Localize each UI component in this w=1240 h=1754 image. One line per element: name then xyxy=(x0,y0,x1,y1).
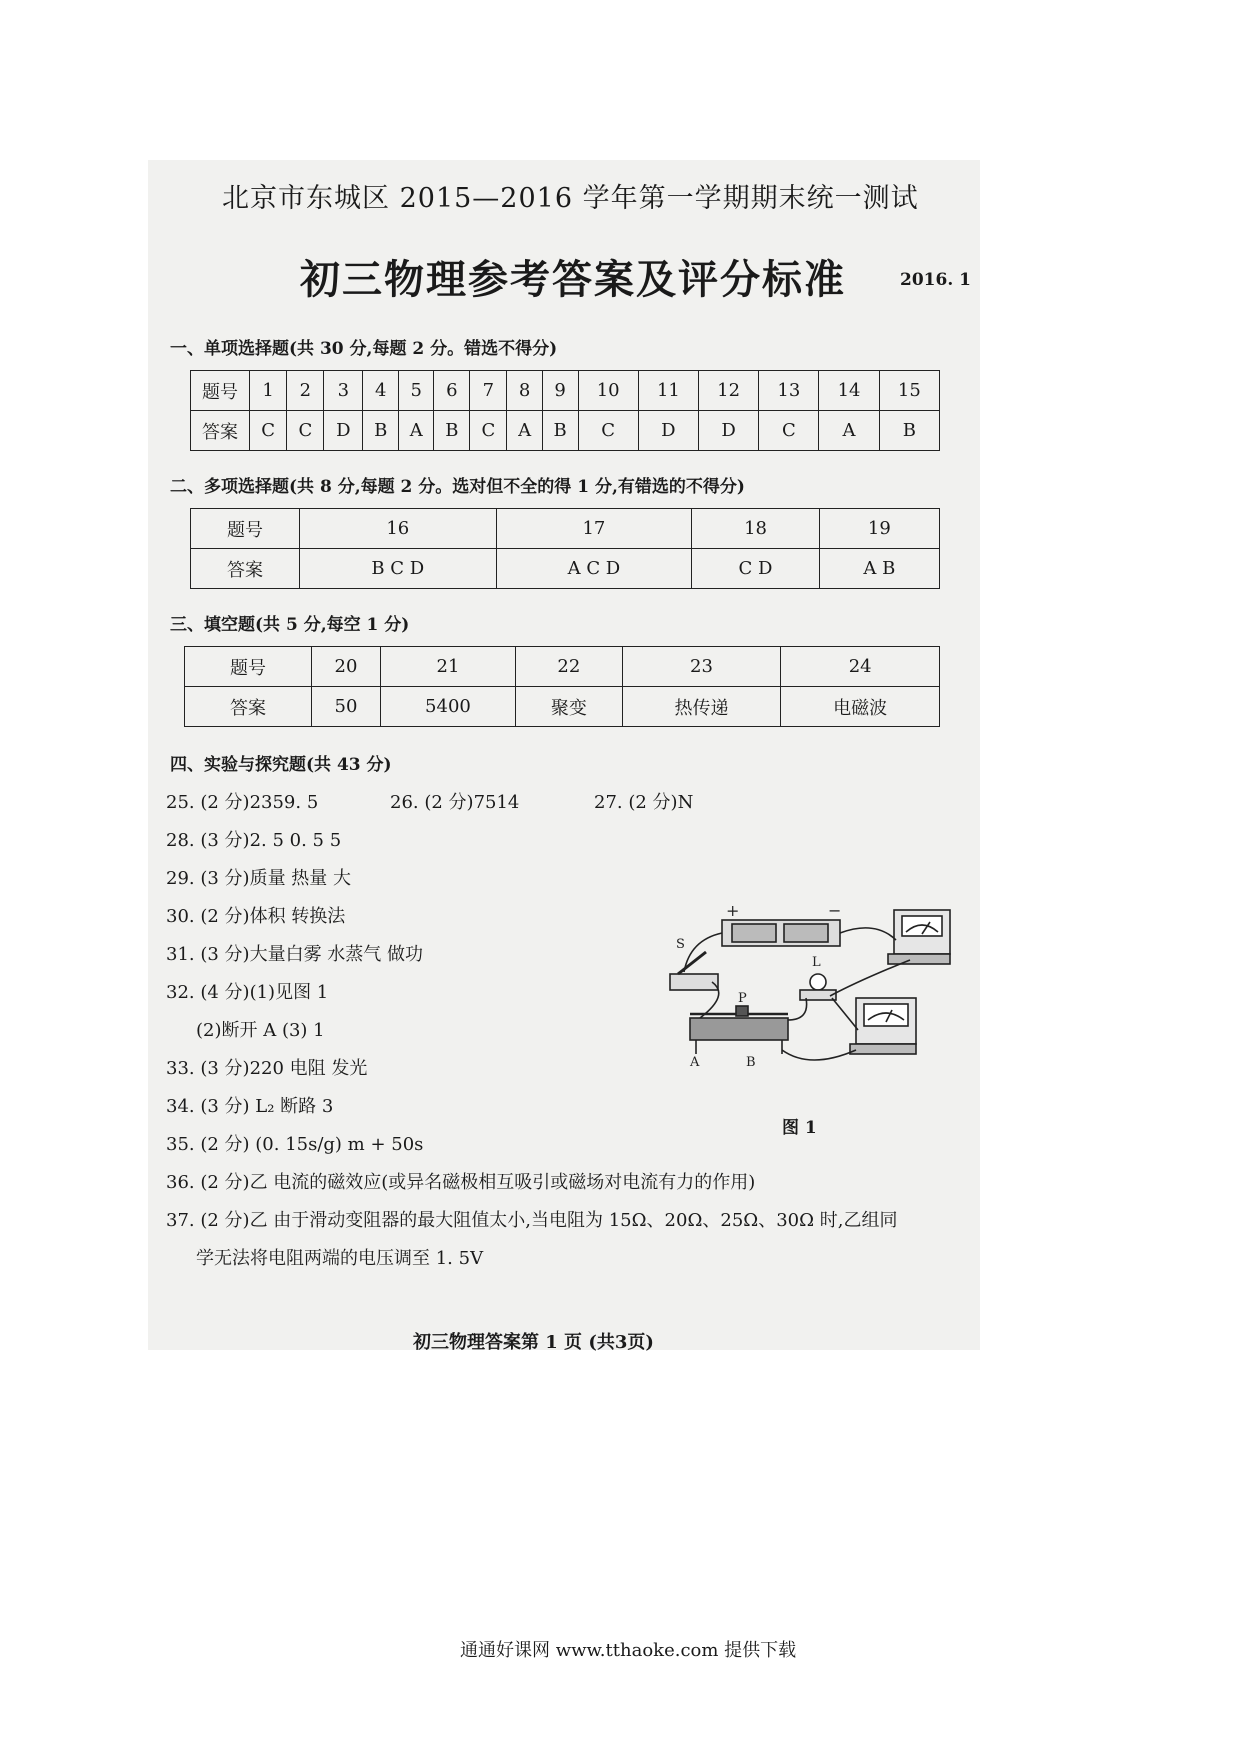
answer-cell: A xyxy=(507,411,542,451)
page-footer: 初三物理答案第 1 页 (共3页) xyxy=(413,1332,654,1353)
question-number-cell: 13 xyxy=(759,371,819,411)
answer-cell: A B xyxy=(819,549,939,589)
question-number-cell: 12 xyxy=(699,371,759,411)
question-number-cell: 22 xyxy=(515,647,622,687)
answer-25: 25. (2 分)2359. 5 xyxy=(166,792,319,813)
answer-cell: 5400 xyxy=(380,687,515,727)
answer-cell: D xyxy=(699,411,759,451)
answer-33: 33. (3 分)220 电阻 发光 xyxy=(166,1058,368,1079)
document-date: 2016. 1 xyxy=(900,270,971,290)
answer-cell: 聚变 xyxy=(515,687,622,727)
question-number-cell: 17 xyxy=(496,509,692,549)
answer-cell: B xyxy=(363,411,399,451)
answer-31: 31. (3 分)大量白雾 水蒸气 做功 xyxy=(166,944,424,965)
row-label-answer: 答案 xyxy=(191,411,250,451)
question-number-cell: 21 xyxy=(380,647,515,687)
answer-37: 37. (2 分)乙 由于滑动变阻器的最大阻值太小,当电阻为 15Ω、20Ω、25Ω、30Ω 时,乙组同 xyxy=(166,1210,898,1231)
section3-table xyxy=(184,646,940,727)
answer-cell: D xyxy=(324,411,363,451)
exam-title: 北京市东城区 2015—2016 学年第一学期期末统一测试 xyxy=(222,183,919,214)
answer-cell: C xyxy=(287,411,324,451)
row-label-answer: 答案 xyxy=(191,549,300,589)
answer-cell: 电磁波 xyxy=(781,687,940,727)
answer-cell: C D xyxy=(692,549,819,589)
question-number-cell: 15 xyxy=(879,371,939,411)
question-number-cell: 11 xyxy=(638,371,698,411)
answer-cell: A C D xyxy=(496,549,692,589)
question-number-cell: 14 xyxy=(819,371,879,411)
section4-title: 四、实验与探究题(共 43 分) xyxy=(170,755,392,775)
answer-cell: 热传递 xyxy=(622,687,781,727)
ammeter-icon xyxy=(850,998,916,1054)
answer-cell: A xyxy=(399,411,434,451)
answer-32: 32. (4 分)(1)见图 1 xyxy=(166,982,329,1003)
switch-icon xyxy=(670,952,718,990)
row-label-question: 题号 xyxy=(191,371,250,411)
section1-table xyxy=(190,370,940,451)
answer-cell: C xyxy=(250,411,287,451)
answer-cell: B xyxy=(879,411,939,451)
question-number-cell: 16 xyxy=(300,509,497,549)
answer-cell: B C D xyxy=(300,549,497,589)
answer-32-cont: (2)断开 A (3) 1 xyxy=(196,1020,325,1041)
question-number-cell: 20 xyxy=(312,647,381,687)
section1-title: 一、单项选择题(共 30 分,每题 2 分。错选不得分) xyxy=(170,339,558,359)
question-number-cell: 4 xyxy=(363,371,399,411)
question-number-cell: 5 xyxy=(399,371,434,411)
label-end-a: A xyxy=(690,1055,700,1070)
question-number-cell: 19 xyxy=(819,509,939,549)
section2-title: 二、多项选择题(共 8 分,每题 2 分。选对但不全的得 1 分,有错选的不得分) xyxy=(170,477,745,497)
label-slider: P xyxy=(738,991,747,1006)
question-number-cell: 3 xyxy=(324,371,363,411)
answer-cell: C xyxy=(578,411,638,451)
answer-35: 35. (2 分) (0. 15s/g) m + 50s xyxy=(166,1134,424,1155)
answer-26: 26. (2 分)7514 xyxy=(390,792,520,813)
question-number-cell: 1 xyxy=(250,371,287,411)
document-title: 初三物理参考答案及评分标准 xyxy=(300,256,846,303)
answer-28: 28. (3 分)2. 5 0. 5 5 xyxy=(166,830,342,851)
label-end-b: B xyxy=(746,1055,756,1070)
answer-30: 30. (2 分)体积 转换法 xyxy=(166,906,346,927)
label-lamp: L xyxy=(812,955,821,970)
answer-29: 29. (3 分)质量 热量 大 xyxy=(166,868,352,889)
row-label-question: 题号 xyxy=(191,509,300,549)
answer-36: 36. (2 分)乙 电流的磁效应(或异名磁极相互吸引或磁场对电流有力的作用) xyxy=(166,1172,756,1193)
answer-cell: 50 xyxy=(312,687,381,727)
label-switch: S xyxy=(676,937,685,952)
answer-27: 27. (2 分)N xyxy=(594,792,694,813)
download-note: 通通好课网 www.tthaoke.com 提供下载 xyxy=(460,1640,797,1661)
label-plus: + xyxy=(726,901,740,920)
row-label-answer: 答案 xyxy=(185,687,312,727)
label-minus: − xyxy=(828,901,842,920)
section2-table xyxy=(190,508,940,589)
answer-cell: C xyxy=(759,411,819,451)
question-number-cell: 8 xyxy=(507,371,542,411)
section3-title: 三、填空题(共 5 分,每空 1 分) xyxy=(170,615,410,635)
figure-caption: 图 1 xyxy=(782,1118,817,1138)
answer-cell: B xyxy=(542,411,578,451)
voltmeter-icon xyxy=(888,910,950,964)
answer-37-cont: 学无法将电阻两端的电压调至 1. 5V xyxy=(196,1248,484,1269)
question-number-cell: 7 xyxy=(470,371,507,411)
question-number-cell: 6 xyxy=(434,371,470,411)
answer-cell: C xyxy=(470,411,507,451)
question-number-cell: 18 xyxy=(692,509,819,549)
answer-cell: A xyxy=(819,411,879,451)
question-number-cell: 9 xyxy=(542,371,578,411)
answer-cell: B xyxy=(434,411,470,451)
question-number-cell: 23 xyxy=(622,647,781,687)
question-number-cell: 2 xyxy=(287,371,324,411)
question-number-cell: 10 xyxy=(578,371,638,411)
answer-34: 34. (3 分) L₂ 断路 3 xyxy=(166,1096,334,1117)
question-number-cell: 24 xyxy=(781,647,940,687)
answer-cell: D xyxy=(638,411,698,451)
row-label-question: 题号 xyxy=(185,647,312,687)
circuit-diagram xyxy=(660,900,960,1110)
